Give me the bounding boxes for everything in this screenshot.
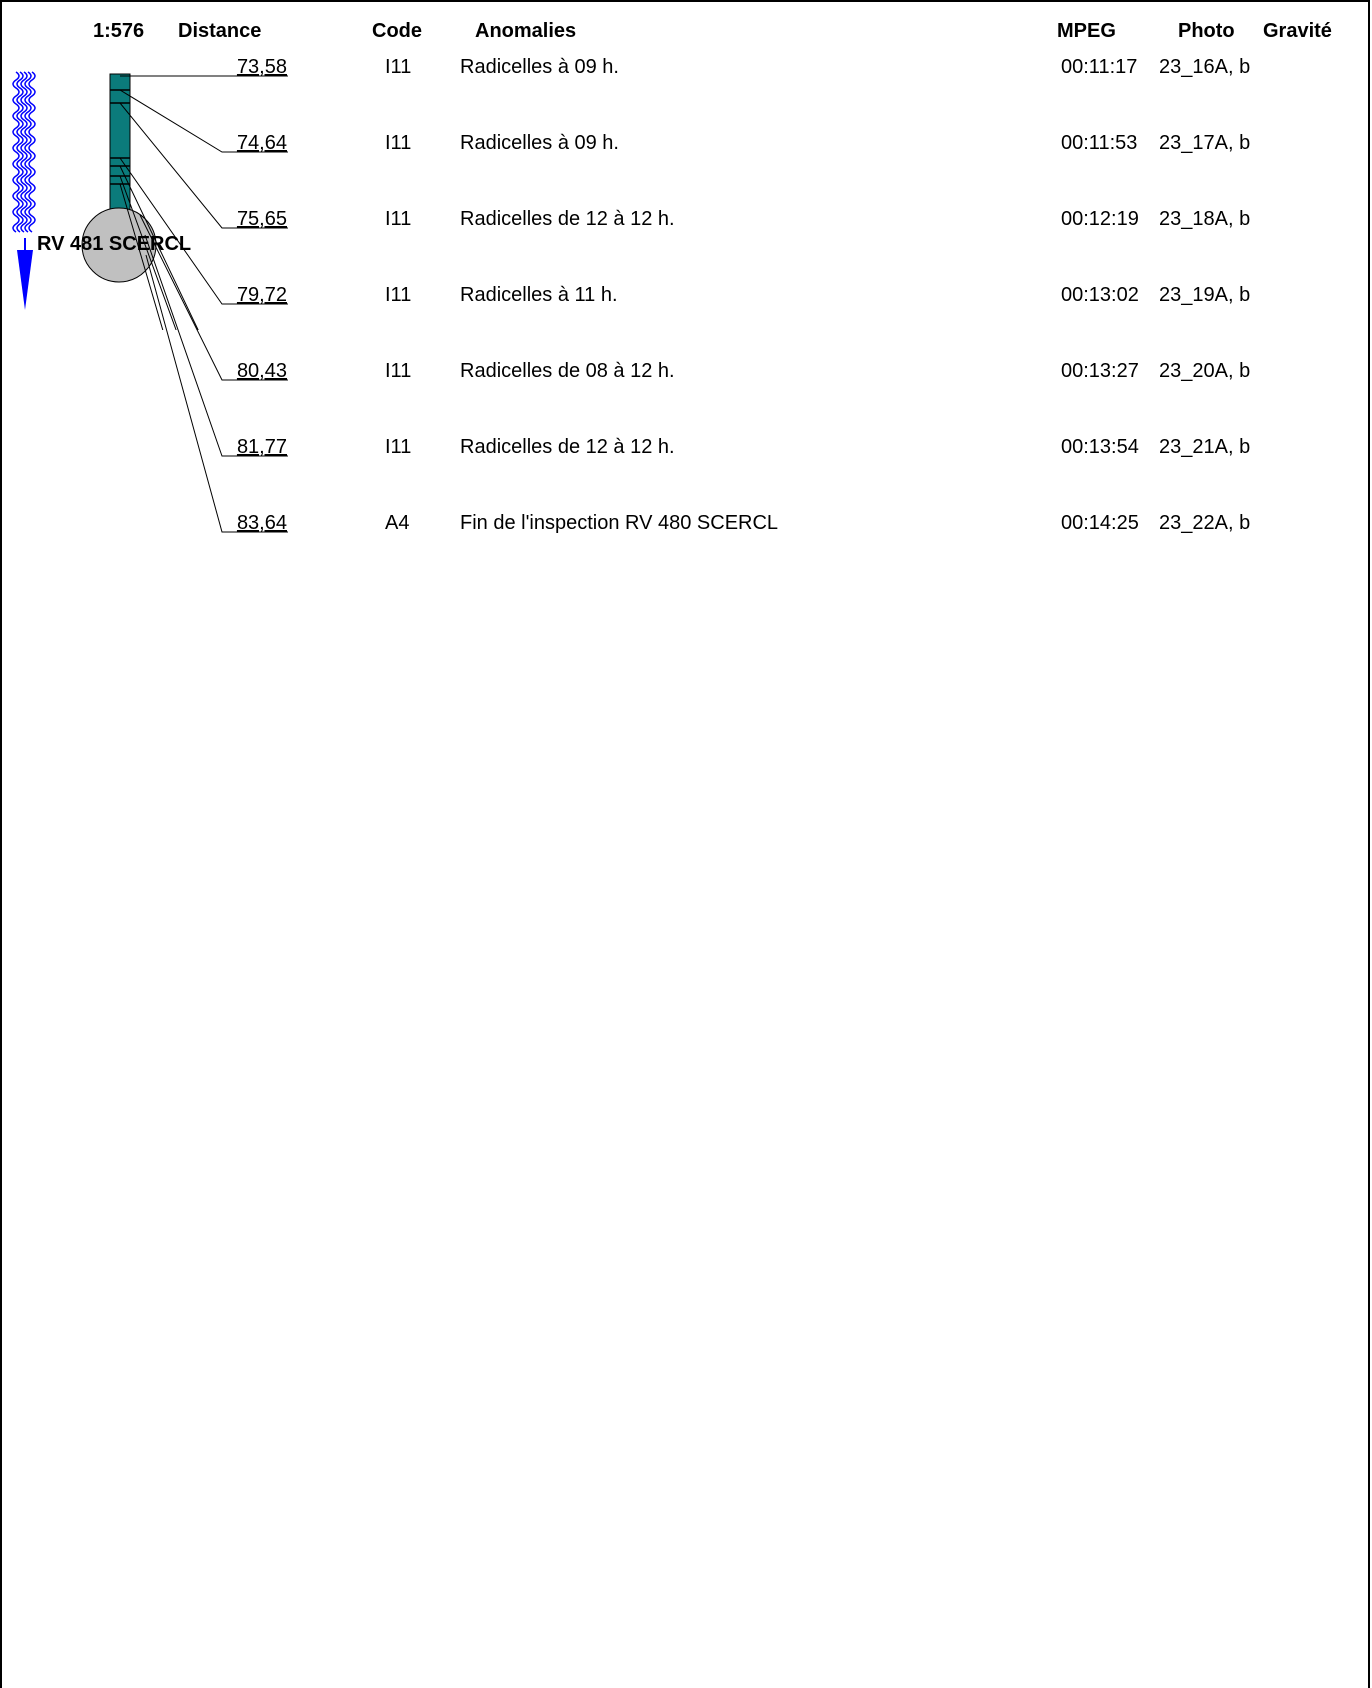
code-value: I11 [385, 208, 412, 230]
photo-ref: 23_21A, b [1159, 436, 1251, 458]
distance-value: 83,64 [236, 512, 287, 534]
distance-value: 75,65 [236, 208, 287, 230]
anomaly-text: Radicelles à 09 h. [460, 132, 619, 154]
mpeg-time: 00:13:54 [1061, 436, 1139, 458]
anomaly-text: Fin de l'inspection RV 480 SCERCL [460, 512, 779, 534]
anomaly-text: Radicelles de 12 à 12 h. [460, 208, 675, 230]
photo-ref: 23_18A, b [1159, 208, 1251, 230]
header-anomalies: Anomalies [475, 20, 577, 42]
code-value: I11 [385, 360, 412, 382]
header-code: Code [372, 20, 422, 42]
anomaly-text: Radicelles de 08 à 12 h. [460, 360, 675, 382]
anomaly-text: Radicelles de 12 à 12 h. [460, 436, 675, 458]
photo-ref: 23_16A, b [1159, 56, 1251, 78]
code-value: I11 [385, 56, 412, 78]
photo-ref: 23_19A, b [1159, 284, 1251, 306]
distance-value: 74,64 [236, 132, 287, 154]
code-value: I11 [385, 284, 412, 306]
header-distance: Distance [178, 20, 262, 42]
mpeg-time: 00:14:25 [1061, 512, 1139, 534]
distance-value: 81,77 [236, 436, 287, 458]
code-value: I11 [385, 436, 412, 458]
distance-value: 79,72 [236, 284, 287, 306]
anomaly-text: Radicelles à 11 h. [460, 284, 618, 306]
anomaly-text: Radicelles à 09 h. [460, 56, 619, 78]
photo-ref: 23_17A, b [1159, 132, 1251, 154]
photo-ref: 23_20A, b [1159, 360, 1251, 382]
code-value: A4 [385, 512, 410, 534]
header-mpeg: MPEG [1057, 20, 1116, 42]
photo-ref: 23_22A, b [1159, 512, 1251, 534]
distance-value: 80,43 [236, 360, 287, 382]
header-gravite: Gravité [1263, 20, 1332, 42]
header-photo: Photo [1178, 20, 1235, 42]
header-scale: 1:576 [93, 20, 145, 42]
distance-value: 73,58 [236, 56, 287, 78]
mpeg-time: 00:12:19 [1061, 208, 1139, 230]
code-value: I11 [385, 132, 412, 154]
manhole-label: RV 481 SCERCL [37, 233, 192, 255]
mpeg-time: 00:11:17 [1061, 56, 1138, 78]
mpeg-time: 00:11:53 [1061, 132, 1138, 154]
mpeg-time: 00:13:02 [1061, 284, 1139, 306]
mpeg-time: 00:13:27 [1061, 360, 1139, 382]
leader-lines-extended [0, 0, 300, 540]
